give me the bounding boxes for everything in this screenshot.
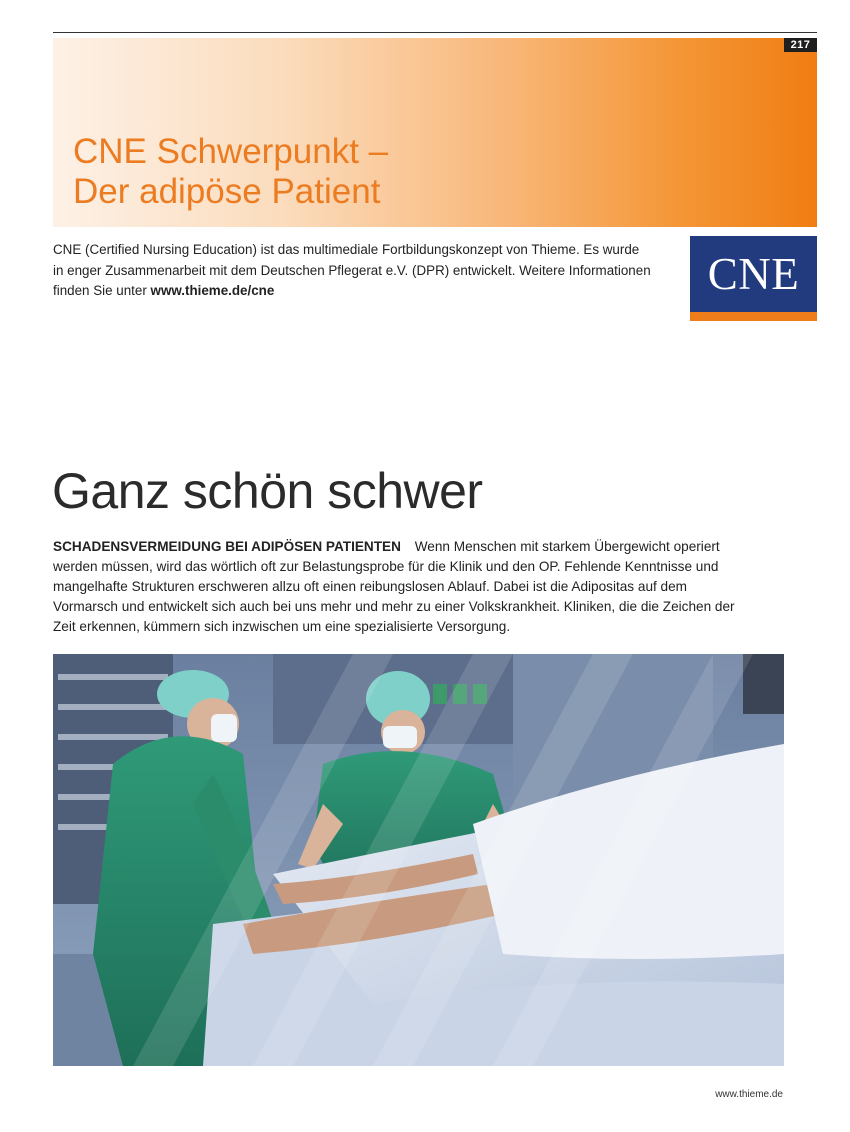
cne-intro <box>53 240 653 302</box>
page-number: 217 <box>784 38 817 52</box>
top-rule <box>53 32 817 33</box>
cne-logo-text: CNE <box>707 249 800 299</box>
cne-banner <box>53 38 817 227</box>
cne-logo <box>690 236 817 321</box>
intro-text: CNE (Certified Nursing Education) ist das multimediale Fortbildungskonzept von Thieme. Es wurde in enger Zusammenarbeit mit dem Deutschen Pflegerat e.V. (DPR) entwickelt. Weitere Informationen finden Sie unter <box>53 242 651 298</box>
banner-title-line1: CNE Schwerpunkt – <box>73 132 389 171</box>
article-kicker: SCHADENSVERMEIDUNG BEI ADIPÖSEN PATIENTEN <box>53 539 401 554</box>
intro-link[interactable]: www.thieme.de/cne <box>150 283 275 298</box>
banner-title <box>73 132 388 212</box>
operating-room-illustration <box>53 654 784 1066</box>
footer-url[interactable]: www.thieme.de <box>715 1089 783 1100</box>
article-headline: Ganz schön schwer <box>52 463 483 519</box>
banner-title-line2: Der adipöse Patient <box>73 172 381 211</box>
operating-room-photo <box>53 654 784 1066</box>
article-lead <box>53 537 753 637</box>
article-lead-text: Wenn Menschen mit starkem Übergewicht operiert werden müssen, wird das wörtlich oft zur Belastungsprobe für die Klinik und den OP. Fehlende Kenntnisse und mangelhafte Strukturen erschweren allzu oft einen reibungslosen Ablauf. Dabei ist die Adipositas auf dem Vormarsch und entwickelt sich auch bei uns mehr und mehr zu einer Volkskrankheit. Kliniken, die die Zeichen der Zeit erkennen, kümmern sich inzwischen um eine spezialisierte Versorgung. <box>53 539 735 634</box>
